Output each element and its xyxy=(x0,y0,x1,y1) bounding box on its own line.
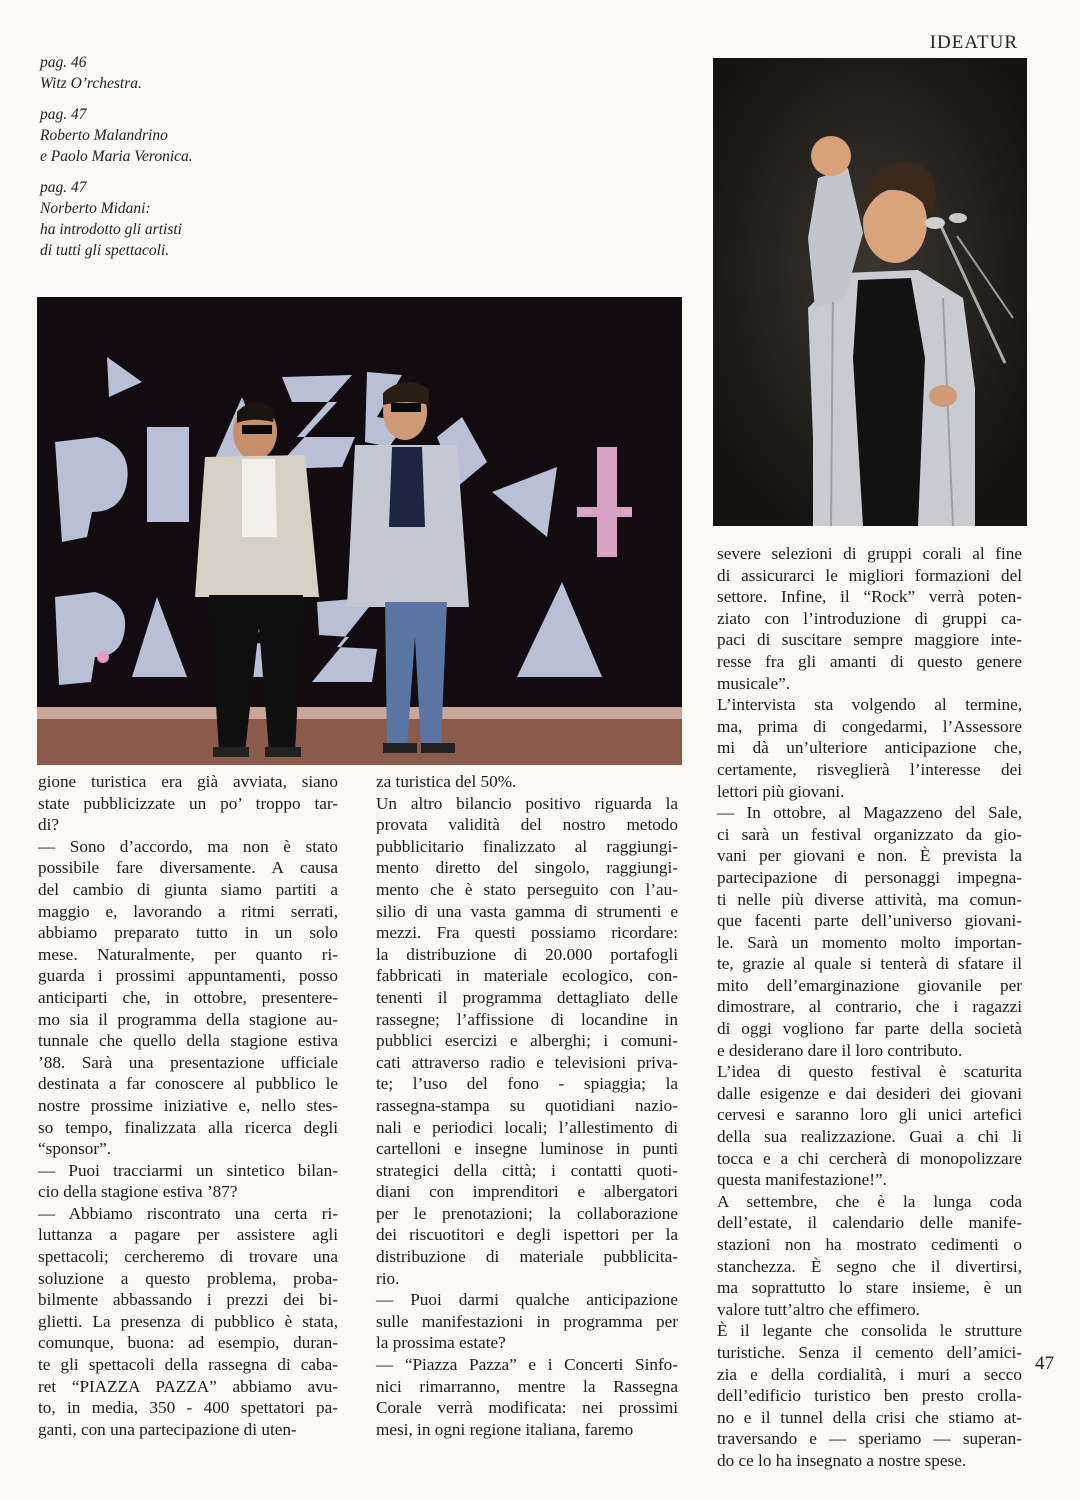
article-line: — Sono d’accordo, ma non è stato xyxy=(38,836,338,856)
article-line: le. Sarà un momento molto importan- xyxy=(717,932,1022,952)
article-line: la distribuzione di 20.000 portafogli xyxy=(376,944,678,964)
article-line: dei riscuotitori e degli ispettori per la xyxy=(376,1225,678,1245)
photo-caption xyxy=(40,177,300,261)
article-line: stazioni non ha mostrato cedimenti o xyxy=(717,1235,1022,1254)
article-line: per le prenotazioni; la collaborazione xyxy=(376,1203,678,1223)
article-line: tenenti il programma dettagliato delle xyxy=(376,987,678,1007)
article-column-2 xyxy=(376,771,678,1440)
caption-line: e Paolo Maria Veronica. xyxy=(40,148,193,165)
article-line: luttanza a pagare per assistere agli xyxy=(38,1225,338,1245)
article-line: mesi, in ogni regione italiana, faremo xyxy=(376,1419,634,1439)
article-line: ganti, con una partecipazione di uten- xyxy=(38,1419,297,1439)
article-line: possibile fare diversamente. A causa xyxy=(38,858,338,878)
article-line: L’intervista sta volgendo al termine, xyxy=(717,695,1022,715)
article-line: “sponsor”. xyxy=(38,1139,112,1159)
section-header: IDEATUR xyxy=(929,32,1018,53)
article-line: del cambio di giunta siamo partiti a xyxy=(38,879,338,899)
caption-line: Norberto Midani: xyxy=(40,200,151,217)
article-line: stanchezza. È segno che il divertirsi, xyxy=(717,1256,1022,1276)
article-line: cio della stagione estiva ’87? xyxy=(38,1182,238,1202)
caption-line: Roberto Malandrino xyxy=(40,127,168,144)
article-line: mito dell’emarginazione giovanile per xyxy=(717,975,1022,995)
page-number: 47 xyxy=(1035,1353,1054,1374)
article-line: guarda i prossimi appuntamenti, posso xyxy=(38,966,338,986)
article-line: Un altro bilancio positivo riguarda la xyxy=(376,793,678,813)
article-line: di assicurarci le migliori formazioni del xyxy=(717,565,1022,585)
article-line: la prossima estate? xyxy=(376,1333,506,1353)
stage-photo xyxy=(37,297,682,765)
article-line: sulle manifestazioni in programma per xyxy=(376,1311,678,1331)
caption-line: Witz O’rchestra. xyxy=(40,75,142,92)
article-line: valore tutt’altro che effimero. xyxy=(717,1299,920,1319)
article-line: comunque, buona: ad esempio, duran- xyxy=(38,1333,338,1353)
article-line: resse fra gli amanti di questo genere xyxy=(717,651,1022,671)
article-line: te gli spettacoli della rassegna di caba- xyxy=(38,1355,338,1375)
article-line: mese. Naturalmente, per quanto ri- xyxy=(38,944,338,964)
article-line: za turistica del 50%. xyxy=(376,772,517,791)
article-line: questa manifestazione!”. xyxy=(717,1170,887,1190)
article-line: ma, prima di congedarmi, l’Assessore xyxy=(717,716,1022,736)
article-line: to, in media, 350 - 400 spettatori pa- xyxy=(38,1398,338,1418)
article-line: ’88. Sarà una presentazione ufficiale xyxy=(38,1052,338,1072)
article-line: dalle esigenze e dai desideri dei giovani xyxy=(717,1083,1022,1103)
article-line: Corale verrà modificata: nei prossimi xyxy=(376,1398,678,1418)
article-line: cartelloni e insegne luminose in punti xyxy=(376,1139,678,1159)
article-line: — Abbiamo riscontrato una certa ri- xyxy=(38,1203,338,1223)
article-line: distribuzione di materiale pubblicita- xyxy=(376,1247,678,1267)
article-line: della sua realizzazione. Guai a chi li xyxy=(717,1127,1022,1147)
caption-line: di tutti gli spettacoli. xyxy=(40,242,170,259)
article-line: do ce lo ha insegnato a nostre spese. xyxy=(717,1450,967,1470)
article-line: paci di suscitare sempre maggiore inte- xyxy=(717,630,1022,650)
article-line: — Puoi darmi qualche anticipazione xyxy=(376,1290,678,1310)
article-line: fabbricati in materiale ecologico, con- xyxy=(376,966,678,986)
article-line: ti nelle più diverse attività, ma comun- xyxy=(717,889,1022,909)
article-line: so tempo, finalizzata alla ricerca degli xyxy=(38,1117,338,1137)
article-line: state pubblicizzate un po’ troppo tar- xyxy=(38,793,338,813)
article-line: — In ottobre, al Magazzeno del Sale, xyxy=(717,803,1022,823)
article-line: tocca e a chi cercherà di monopolizzare xyxy=(717,1148,1022,1168)
article-line: cervesi e saranno loro gli unici artefici xyxy=(717,1105,1022,1125)
article-line: spettacoli; cercheremo di trovare una xyxy=(38,1247,338,1267)
article-line: vani per giovani e non. È prevista la xyxy=(717,846,1022,866)
article-line: glietti. La presenza di pubblico è stata, xyxy=(38,1311,338,1331)
article-line: strategici della città; i contatti quoti- xyxy=(376,1160,678,1180)
article-line: rassegna-stampa su quotidiani nazio- xyxy=(376,1095,678,1115)
article-line: anticiparti che, in ottobre, presentere- xyxy=(38,987,338,1007)
caption-line: pag. 46 xyxy=(40,54,87,71)
article-line: ma soprattutto lo stare insieme, è un xyxy=(717,1278,1022,1298)
article-line: que facenti parte dell’universo giovani- xyxy=(717,911,1022,931)
article-line: te, grazie al quale si tenterà di sfatare il xyxy=(717,954,1022,974)
article-line: settore. Infine, il “Rock” verrà poten- xyxy=(717,587,1022,607)
article-line: destinata a far conoscere al pubblico le xyxy=(38,1074,338,1094)
article-line: rio. xyxy=(376,1268,400,1288)
photo-caption xyxy=(40,104,300,167)
article-line: mezzi. Fra questi possiamo ricordare: xyxy=(376,923,678,943)
article-line: te; l’uso del fono - spiaggia; la xyxy=(376,1074,678,1094)
article-line: ziato con l’introduzione di gruppi ca- xyxy=(717,608,1022,628)
article-line: gione turistica era già avviata, siano xyxy=(38,772,338,791)
article-line: dell’edificio turistico ben presto crolla- xyxy=(717,1386,1022,1406)
article-line: di oggi vogliono far parte della società xyxy=(717,1019,1022,1039)
article-line: dell’estate, il calendario delle manife- xyxy=(717,1213,1022,1233)
article-line: mo sia il programma della stagione au- xyxy=(38,1009,338,1029)
article-line: di? xyxy=(38,815,59,835)
article-line: diani con imprenditori e albergatori xyxy=(376,1182,678,1202)
article-line: — Puoi tracciarmi un sintetico bilan- xyxy=(38,1160,338,1180)
article-line: nali e periodici locali; l’allestimento di xyxy=(376,1117,678,1137)
caption-line: pag. 47 xyxy=(40,106,87,123)
article-line: pubblici esercizi e alberghi; i comuni- xyxy=(376,1031,678,1051)
article-line: partecipazione di personaggi impegna- xyxy=(717,867,1022,887)
article-line: mento diretto del singolo, raggiungi- xyxy=(376,858,678,878)
photo-caption xyxy=(40,52,300,94)
article-line: abbiamo preparato tutto in un solo xyxy=(38,923,338,943)
article-line: provata validità del nostro metodo xyxy=(376,815,678,835)
article-line: È il legante che consolida le strutture xyxy=(717,1321,1022,1341)
article-line: zia e della cordialità, i muri a secco xyxy=(717,1364,1022,1384)
article-line: cati attraverso radio e televisioni priva- xyxy=(376,1052,678,1072)
article-line: bilmente abbassando i prezzi dei bi- xyxy=(38,1290,338,1310)
article-line: — “Piazza Pazza” e i Concerti Sinfo- xyxy=(376,1355,678,1375)
article-line: dimostrare, al contrario, che i ragazzi xyxy=(717,997,1022,1017)
article-line: certamente, risveglierà l’interesse dei xyxy=(717,759,1022,779)
article-line: pubblicitario finalizzato al raggiungi- xyxy=(376,836,678,856)
article-line: nostre prossime iniziative e, nello stes- xyxy=(38,1095,338,1115)
article-line: traversando e — speriamo — superan- xyxy=(717,1429,1022,1449)
article-line: L’idea di questo festival è scaturita xyxy=(717,1062,1022,1082)
article-line: e desiderano dare il loro contributo. xyxy=(717,1040,963,1060)
article-line: soluzione a questo problema, proba- xyxy=(38,1268,338,1288)
article-line: no e il tunnel della crisi che stiamo at- xyxy=(717,1407,1022,1427)
article-line: nici rimarranno, mentre la Rassegna xyxy=(376,1376,678,1396)
caption-line: pag. 47 xyxy=(40,179,87,196)
article-line: tunnale che quello della stagione estiva xyxy=(38,1031,338,1051)
article-column-1 xyxy=(38,771,338,1440)
article-line: turistiche. Senza il cemento dell’amici- xyxy=(717,1342,1022,1362)
article-line: silio di una vasta gamma di strumenti e xyxy=(376,901,678,921)
article-line: mi dà un’ulteriore anticipazione che, xyxy=(717,738,1022,758)
article-line: musicale”. xyxy=(717,673,791,693)
article-line: rassegne; l’affissione di locandine in xyxy=(376,1009,678,1029)
article-line: lettori più giovani. xyxy=(717,781,845,801)
article-line: ret “PIAZZA PAZZA” abbiamo avu- xyxy=(38,1376,338,1396)
article-line: ci sarà un festival organizzato da gio- xyxy=(717,824,1022,844)
article-line: maggio e, lavorando a ritmi serrati, xyxy=(38,901,338,921)
caption-line: ha introdotto gli artisti xyxy=(40,221,182,238)
photo-captions xyxy=(40,52,300,271)
article-line: severe selezioni di gruppi corali al fine xyxy=(717,544,1022,563)
article-line: A settembre, che è la lunga coda xyxy=(717,1191,1022,1211)
speaker-photo xyxy=(713,58,1027,526)
article-line: mento che è stato perseguito con l’au- xyxy=(376,879,678,899)
article-column-3 xyxy=(717,543,1022,1472)
